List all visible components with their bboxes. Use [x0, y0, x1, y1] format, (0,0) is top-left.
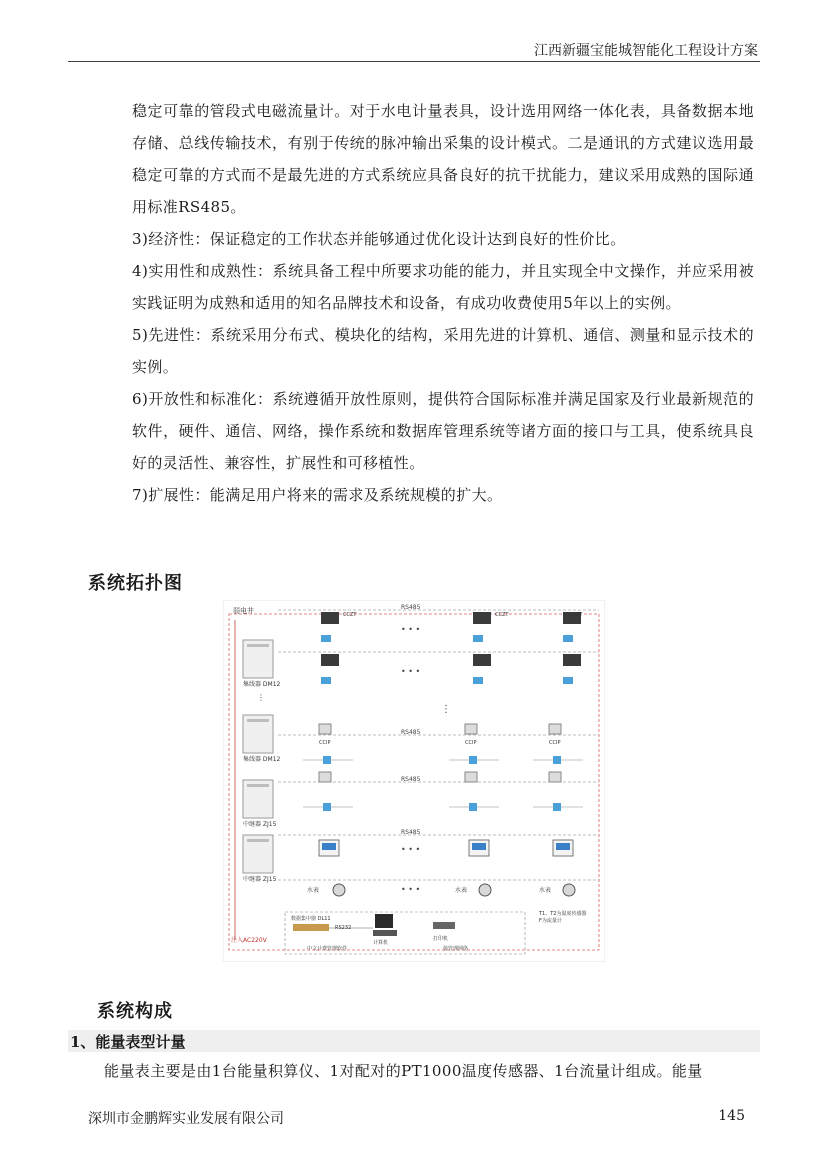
header-title: 江西新疆宝能城智能化工程设计方案 — [534, 43, 758, 59]
bus-label: RS485 — [401, 776, 421, 783]
network-label: 接管理网络 — [443, 946, 469, 952]
meter-label: 水表 — [539, 887, 552, 894]
footer-company: 深圳市金鹏辉实业发展有限公司 — [88, 1111, 284, 1127]
topology-diagram — [223, 600, 605, 962]
body-text — [132, 95, 754, 511]
meter-label: 水表 — [307, 887, 320, 894]
body-paragraph: 6)开放性和标准化：系统遵循开放性原则，提供符合国际标准并满足国家及行业最新规范的软件，硬件、通信、网络，操作系统和数据库管理系统等诸方面的接口与工具，使系统具良好的灵活性、兼容性，扩展性和可移植性。 — [132, 390, 754, 472]
concentrator-label: 集线器 DM12 — [243, 681, 281, 688]
gateway-device — [293, 924, 329, 931]
power-label: 注入AC220V — [231, 937, 267, 944]
subsection-title: 1、能量表型计量 — [70, 1033, 186, 1051]
bus-label: RS485 — [401, 729, 421, 736]
rs232-label: RS232 — [335, 925, 352, 931]
device-code: CCZT — [569, 612, 583, 618]
page-number: 145 — [718, 1108, 745, 1124]
body-paragraph: 3)经济性：保证稳定的工作状态并能够通过优化设计达到良好的性价比。 — [132, 230, 626, 248]
svg-text:• • •: • • • — [401, 845, 421, 854]
section-title-composition: 系统构成 — [97, 1001, 173, 1022]
device-code: CCZT — [343, 612, 357, 618]
pc-label: 计算机 — [373, 940, 389, 946]
device-code: CCIP — [465, 740, 477, 746]
printer-icon — [433, 922, 455, 929]
svg-text:⋮: ⋮ — [257, 693, 265, 702]
svg-text:• • •: • • • — [401, 667, 421, 676]
printer-label: 打印机 — [433, 936, 449, 942]
concentrator-label: 集线器 DM12 — [243, 756, 281, 763]
repeater — [243, 835, 277, 883]
svg-text:• • •: • • • — [401, 625, 421, 634]
section-title-topology: 系统拓扑图 — [88, 573, 183, 594]
header-divider — [68, 61, 760, 62]
software-label: 中文计费管理软件 — [307, 946, 348, 952]
meter-label: 水表 — [455, 887, 468, 894]
concentrator — [243, 780, 277, 828]
repeater-label: 中继器 ZJ15 — [243, 876, 277, 883]
body-paragraph: 稳定可靠的管段式电磁流量计。对于水电计量表具，设计选用网络一体化表，具备数据本地存储、总线传输技术，有别于传统的脉冲输出采集的设计模式。二是通讯的方式建议选用最稳定可靠的方式而不是最先进的方式系统应具备良好的抗干扰能力，建议采用成熟的国际通用标准RS485。 — [132, 102, 754, 216]
device-code: CCIP — [319, 740, 331, 746]
bus-label: RS485 — [401, 604, 421, 611]
legend-item: T1、T2为温度传感器 — [539, 911, 587, 917]
device-code: CCIP — [549, 740, 561, 746]
computer-icon — [375, 914, 393, 928]
gateway-label: 数据集中器 DL11 — [291, 916, 331, 922]
body-paragraph: 能量表主要是由1台能量积算仪、1对配对的PT1000温度传感器、1台流量计组成。能量 — [104, 1062, 703, 1080]
cabinet-label: 弱电井 — [233, 607, 254, 615]
legend-item: F为流量计 — [539, 918, 562, 924]
body-paragraph: 5)先进性：系统采用分布式、模块化的结构，采用先进的计算机、通信、测量和显示技术的实例。 — [132, 326, 754, 376]
concentrator-label: 中继器 ZJ15 — [243, 821, 277, 828]
device-code: CCZT — [495, 612, 509, 618]
body-paragraph: 7)扩展性：能满足用户将来的需求及系统规模的扩大。 — [132, 486, 503, 504]
body-paragraph: 4)实用性和成熟性：系统具备工程中所要求功能的能力，并且实现全中文操作，并应采用被实践证明为成熟和适用的知名品牌技术和设备，有成功收费使用5年以上的实例。 — [132, 262, 754, 312]
bus-label: RS485 — [401, 829, 421, 836]
svg-text:• • •: • • • — [401, 885, 421, 894]
svg-text:⋮: ⋮ — [441, 704, 451, 715]
